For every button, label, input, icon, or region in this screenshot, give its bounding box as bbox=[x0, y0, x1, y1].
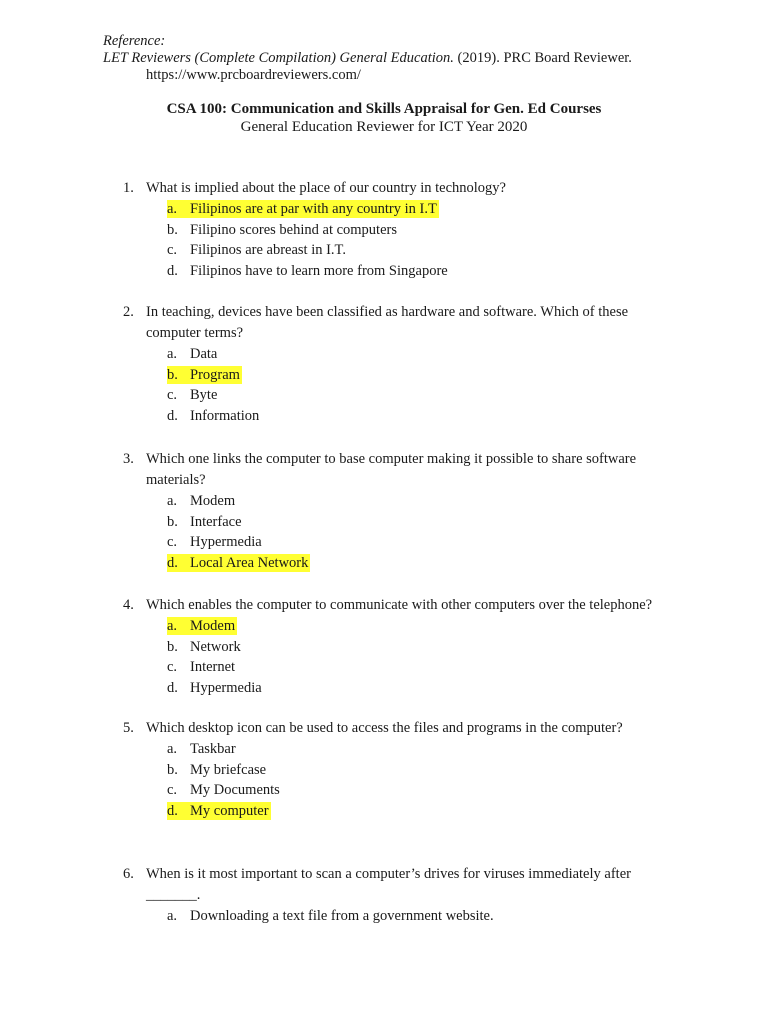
question-5 bbox=[123, 718, 663, 821]
question-number: 6. bbox=[123, 866, 134, 882]
option-a bbox=[167, 739, 663, 760]
question-text: Which one links the computer to base computer making it possible to share software materials? bbox=[146, 451, 637, 488]
option-list bbox=[123, 739, 663, 821]
option-d bbox=[167, 261, 663, 282]
option-letter: b. bbox=[167, 638, 178, 655]
question-text: Which enables the computer to communicate with other computers over the telephone? bbox=[146, 597, 653, 613]
option-text: Hypermedia bbox=[190, 679, 262, 696]
option-b bbox=[167, 760, 663, 781]
document-title: CSA 100: Communication and Skills Appraisal for Gen. Ed Courses bbox=[166, 101, 602, 117]
option-text: Byte bbox=[190, 387, 218, 403]
option-letter: d. bbox=[167, 679, 178, 696]
reference-citation bbox=[103, 50, 632, 67]
question-number: 3. bbox=[123, 451, 134, 467]
option-list bbox=[123, 491, 663, 573]
option-letter: b. bbox=[167, 513, 178, 530]
option-letter: c. bbox=[167, 659, 178, 675]
option-c bbox=[167, 240, 663, 261]
option-letter: a. bbox=[167, 741, 178, 757]
question-4 bbox=[123, 595, 663, 698]
option-letter: d. bbox=[167, 802, 178, 819]
option-letter: c. bbox=[167, 534, 178, 550]
reference-heading: Reference: bbox=[103, 33, 166, 49]
option-d bbox=[167, 406, 663, 427]
option-c bbox=[167, 385, 663, 406]
option-text: Hypermedia bbox=[190, 534, 262, 550]
option-letter: c. bbox=[167, 242, 178, 258]
option-letter: d. bbox=[167, 554, 178, 571]
option-c bbox=[167, 657, 663, 678]
option-letter: a. bbox=[167, 908, 178, 924]
question-1 bbox=[123, 178, 663, 281]
option-a bbox=[167, 491, 663, 512]
option-letter: c. bbox=[167, 782, 178, 798]
option-b bbox=[167, 637, 663, 658]
option-text: My Documents bbox=[190, 782, 280, 798]
option-d-highlighted bbox=[167, 553, 663, 574]
option-b-highlighted bbox=[167, 365, 663, 386]
option-text: Internet bbox=[190, 659, 236, 675]
option-d-highlighted bbox=[167, 801, 663, 822]
option-c bbox=[167, 532, 663, 553]
option-text: Program bbox=[190, 366, 240, 383]
reference-url: https://www.prcboardreviewers.com/ bbox=[146, 67, 361, 83]
question-6 bbox=[123, 864, 663, 927]
question-number: 5. bbox=[123, 720, 134, 736]
option-a bbox=[167, 344, 663, 365]
option-letter: c. bbox=[167, 387, 178, 403]
question-2 bbox=[123, 302, 663, 426]
option-list bbox=[123, 906, 663, 927]
option-text: Downloading a text file from a government website. bbox=[190, 908, 494, 924]
option-text: Taskbar bbox=[190, 741, 236, 757]
option-text: Modem bbox=[190, 493, 236, 509]
option-text: My computer bbox=[190, 802, 269, 819]
option-text: My briefcase bbox=[190, 761, 267, 778]
document-subtitle: General Education Reviewer for ICT Year 2020 bbox=[240, 119, 528, 135]
question-text: When is it most important to scan a computer’s drives for viruses immediately after _______. bbox=[146, 866, 631, 903]
option-letter: a. bbox=[167, 346, 178, 362]
option-letter: a. bbox=[167, 201, 178, 217]
option-letter: b. bbox=[167, 221, 178, 238]
option-list bbox=[123, 199, 663, 281]
option-text: Interface bbox=[190, 513, 242, 530]
option-list bbox=[123, 616, 663, 698]
option-text: Data bbox=[190, 346, 218, 362]
option-letter: b. bbox=[167, 366, 178, 383]
option-text: Filipinos are abreast in I.T. bbox=[190, 242, 346, 258]
question-number: 4. bbox=[123, 597, 134, 613]
question-number: 2. bbox=[123, 304, 134, 320]
option-b bbox=[167, 512, 663, 533]
reference-citation-rest: (2019). PRC Board Reviewer. bbox=[453, 50, 632, 66]
question-number: 1. bbox=[123, 180, 134, 196]
option-a-highlighted bbox=[167, 199, 663, 220]
option-letter: d. bbox=[167, 262, 178, 279]
option-letter: b. bbox=[167, 761, 178, 778]
option-a bbox=[167, 906, 663, 927]
option-list bbox=[123, 344, 663, 426]
question-text: What is implied about the place of our country in technology? bbox=[146, 180, 506, 196]
option-text: Filipinos are at par with any country in I.T bbox=[190, 201, 437, 217]
option-letter: d. bbox=[167, 407, 178, 424]
option-text: Local Area Network bbox=[190, 554, 309, 571]
option-text: Information bbox=[190, 407, 260, 424]
option-text: Filipino scores behind at computers bbox=[190, 221, 397, 238]
option-text: Modem bbox=[190, 618, 236, 634]
question-3 bbox=[123, 449, 663, 573]
option-c bbox=[167, 780, 663, 801]
option-text: Network bbox=[190, 638, 241, 655]
question-text: In teaching, devices have been classified as hardware and software. Which of these computer terms? bbox=[146, 304, 629, 341]
option-letter: a. bbox=[167, 618, 178, 634]
question-text: Which desktop icon can be used to access the files and programs in the computer? bbox=[146, 720, 623, 736]
reference-block bbox=[103, 33, 632, 84]
option-letter: a. bbox=[167, 493, 178, 509]
option-b bbox=[167, 220, 663, 241]
option-text: Filipinos have to learn more from Singapore bbox=[190, 262, 448, 279]
option-a-highlighted bbox=[167, 616, 663, 637]
option-d bbox=[167, 678, 663, 699]
reference-citation-title: LET Reviewers (Complete Compilation) General Education. bbox=[103, 50, 454, 66]
